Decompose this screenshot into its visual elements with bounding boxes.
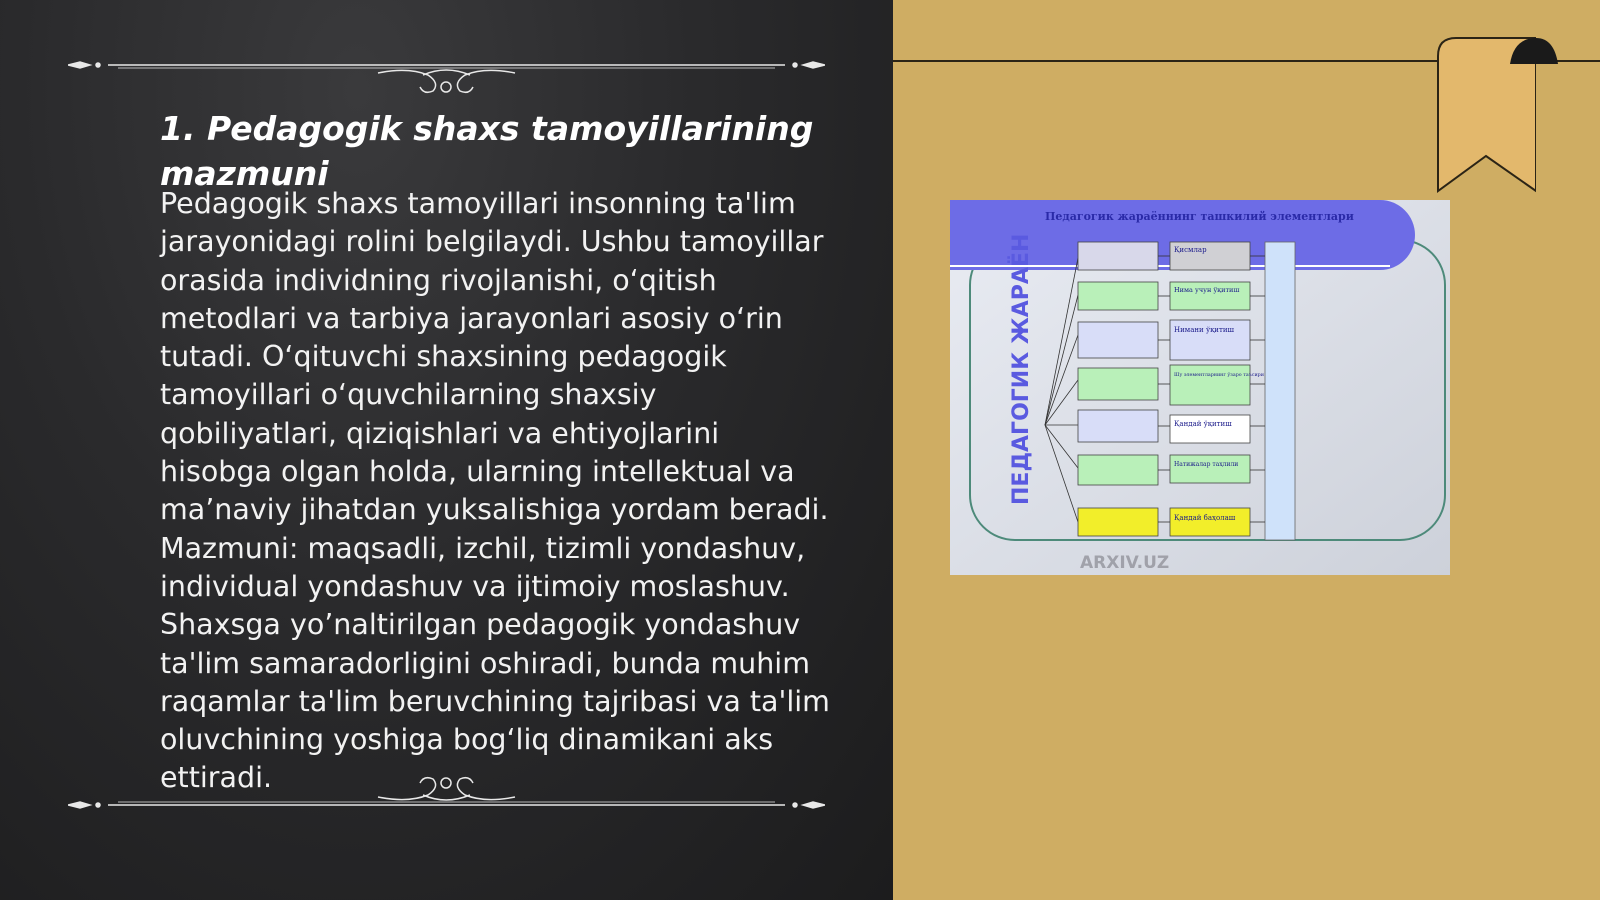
diagram-box-label: Шу элементларнинг ўзаро таъсири <box>1174 373 1264 378</box>
bookmark-curl-icon <box>1510 36 1570 66</box>
diagram-box-label: Қисмлар <box>1174 246 1207 254</box>
slide-body-text: Pedagogik shaxs tamoyillari insonning ta'lim jarayonidagi rolini belgilaydi. Ushbu tamoyillar orasida individning rivojlanishi, o‘qitish metodlari va tarbiya jarayonlari asosiy o‘rin tutadi. O‘qituvchi shaxsining pedagogik tamoyillari o‘quvchilarning shaxsiy qobiliyatlari, qiziqishlari va ehtiyojlarini hisobga olgan holda, ularning intellektual va ma’naviy jihatdan yuksalishiga yordam beradi. Mazmuni: maqsadli, izchil, tizimli yondashuv, individual yondashuv va ijtimoiy moslashuv. Shaxsga yo’naltirilgan pedagogik yondashuv ta'lim samaradorligini oshiradi, bunda muhim raqamlar ta'lim beruvchining tajribasi va ta'lim oluvchining yoshiga bog‘liq dinamikani aks ettiradi. <box>160 187 830 795</box>
diagram-side-column <box>1265 242 1295 540</box>
diagram-box-label: Қандай баҳолаш <box>1174 514 1236 522</box>
diagram-box-label: Натижалар таҳлили <box>1174 461 1239 468</box>
diagram-box-label: Нимани ўқитиш <box>1174 326 1235 334</box>
slide-title: 1. Pedagogik shaxs tamoyillarining mazmuni <box>160 109 814 193</box>
diagram-header-text: Педагогик жараённинг ташкилий элементлари <box>1045 210 1354 223</box>
pedagogical-process-diagram <box>950 200 1450 575</box>
top-ornament-divider <box>68 45 825 95</box>
diagram-box-label: Нима учун ўқитиш <box>1174 286 1240 294</box>
diagram-vertical-label: ПЕДАГОГИК ЖАРАЁН <box>1009 233 1034 505</box>
diagram-watermark: ARXIV.UZ <box>1080 553 1170 573</box>
diagram-box-label: Қандай ўқитиш <box>1174 420 1232 428</box>
